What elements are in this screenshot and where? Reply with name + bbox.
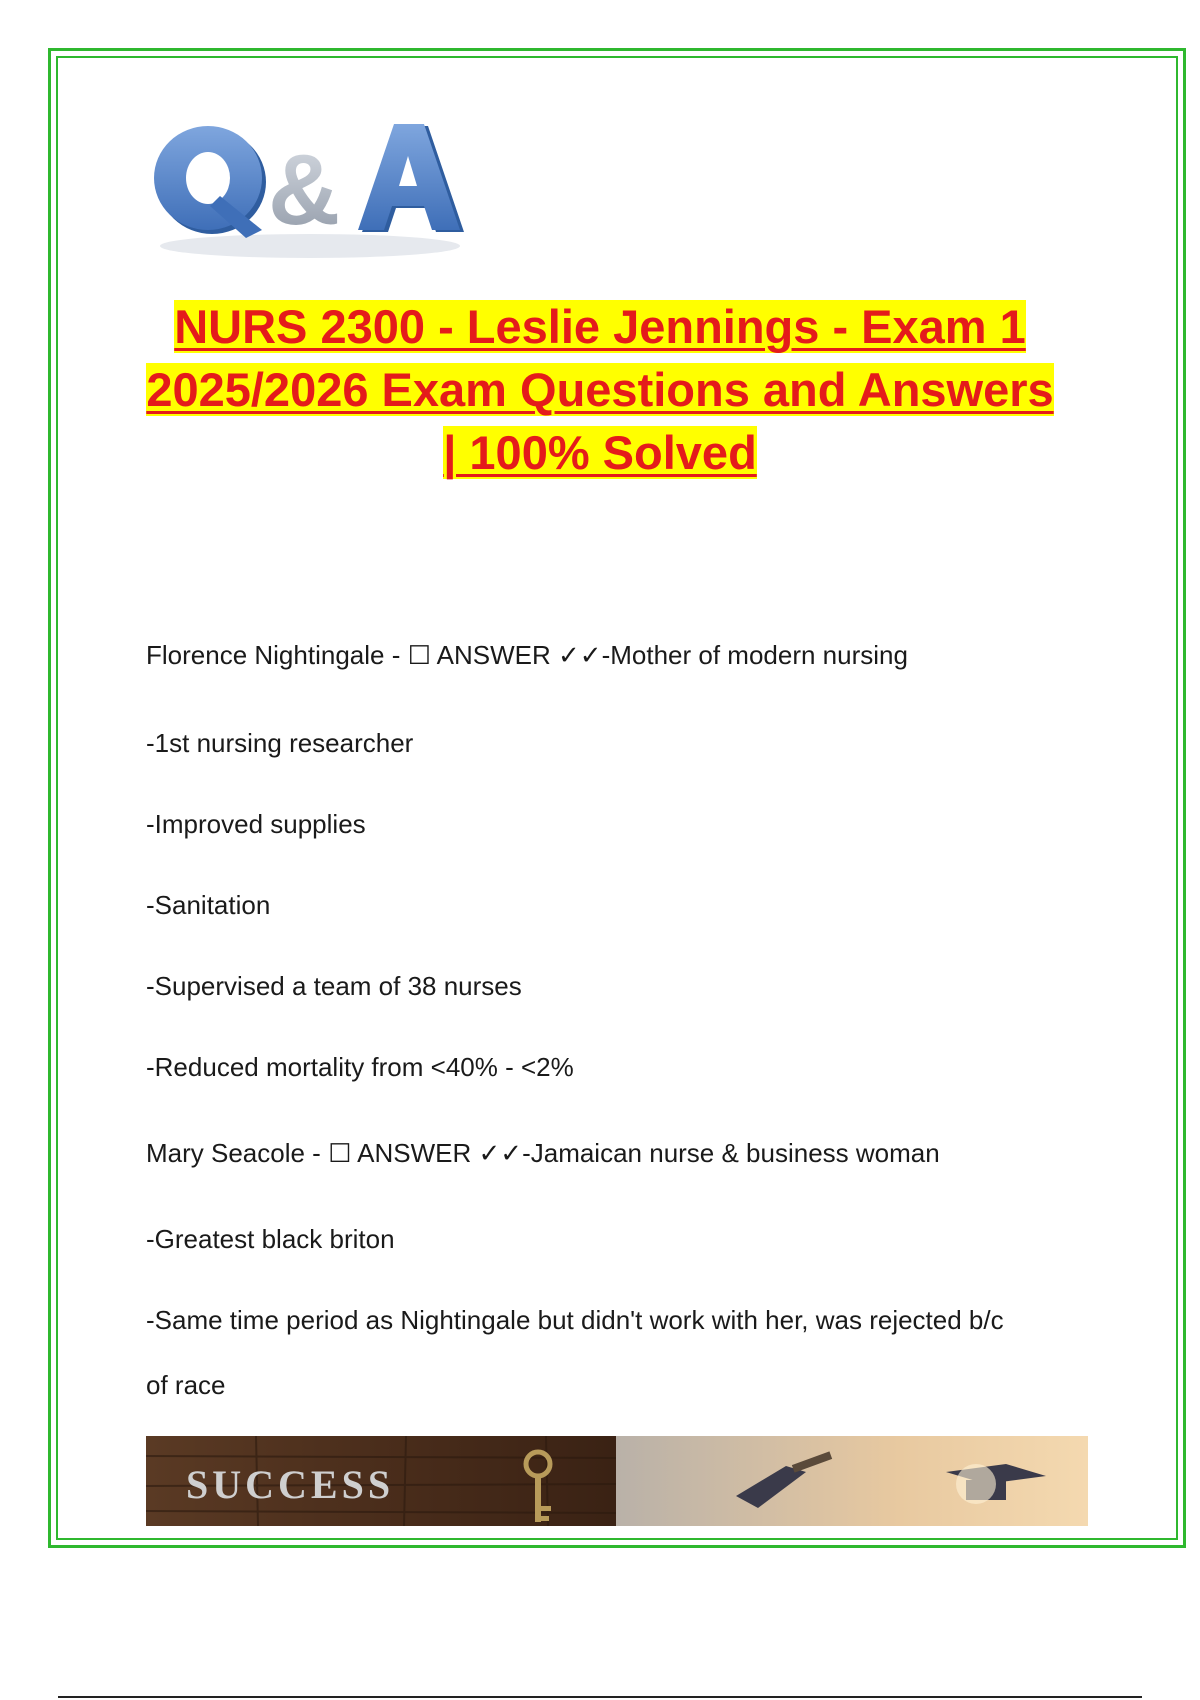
banner-success-text: SUCCESS [186,1462,395,1507]
qa-logo-image [150,118,470,268]
qa-line-question-2: Mary Seacole - ☐ ANSWER ✓✓-Jamaican nurse & business woman [146,1138,940,1168]
qa-line: -Improved supplies [146,809,366,839]
title-line-2: 2025/2026 Exam Questions and Answers [146,363,1054,416]
qa-line: -Same time period as Nightingale but didn't work with her, was rejected b/c [146,1305,1004,1335]
qa-line-question-1: Florence Nightingale - ☐ ANSWER ✓✓-Mother of modern nursing [146,640,908,670]
qa-line: -Greatest black briton [146,1224,395,1254]
qa-line: of race [146,1370,226,1400]
logo-ampersand [268,134,340,246]
qa-line: -Supervised a team of 38 nurses [146,971,522,1001]
logo-letter-q [154,126,266,238]
svg-text:&: & [268,134,341,246]
title-line-3: | 100% Solved [443,426,757,479]
qa-line: -Reduced mortality from <40% - <2% [146,1052,574,1082]
qa-line: -1st nursing researcher [146,728,414,758]
success-banner-image [146,1436,1088,1526]
title-line-1: NURS 2300 - Leslie Jennings - Exam 1 [174,300,1026,353]
footer-rule [58,1696,1142,1698]
logo-letter-a [358,124,464,232]
document-title [120,295,1080,484]
qa-line: -Sanitation [146,890,271,920]
